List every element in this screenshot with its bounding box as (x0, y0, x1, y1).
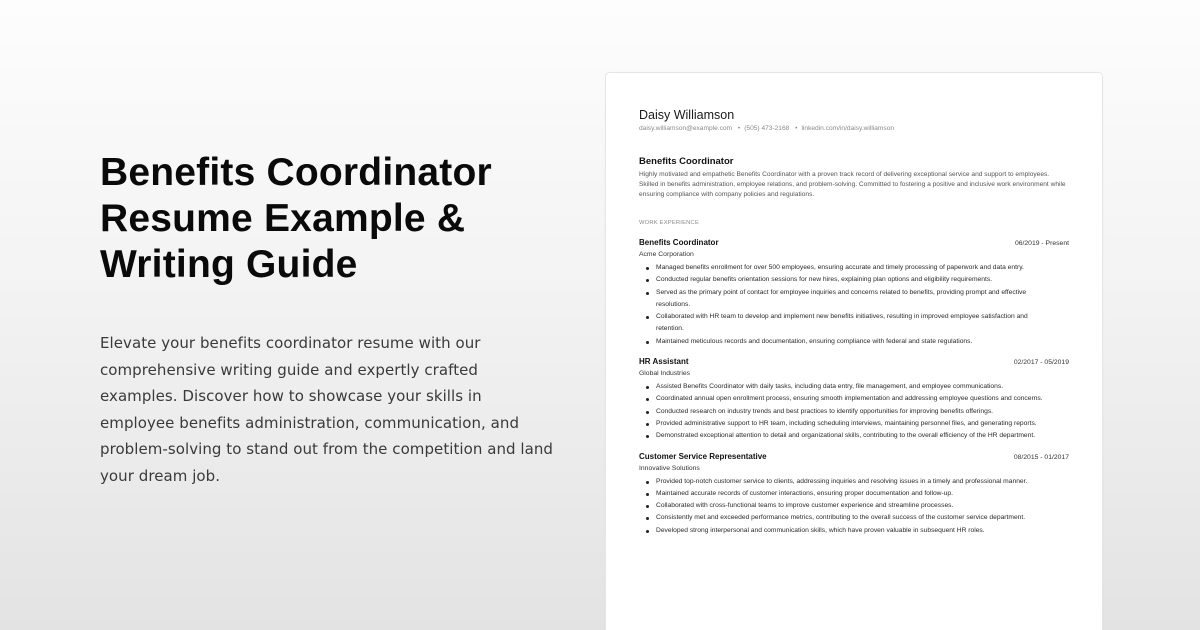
page-title-line-1: Benefits Coordinator (100, 151, 492, 194)
job-bullet: Maintained meticulous records and documentation, ensuring compliance with federal and state regulations. (645, 336, 1045, 348)
section-heading-work-experience: WORK EXPERIENCE (639, 220, 700, 226)
hero-section (100, 150, 570, 490)
page-title-line-2: Resume Example & (100, 197, 466, 240)
job-bullet: Developed strong interpersonal and communication skills, which have proven valuable in subsequent HR roles. (645, 525, 1045, 537)
job-bullet: Managed benefits enrollment for over 500 employees, ensuring accurate and timely processing of paperwork and data entry. (645, 262, 1045, 274)
job-bullet: Conducted research on industry trends and best practices to identify opportunities for improving benefits offerings. (645, 406, 1045, 418)
resume-preview-card (605, 72, 1103, 630)
resume-headline: Benefits Coordinator (639, 156, 734, 167)
job-bullet-list (639, 262, 1069, 348)
job-dates: 08/2015 - 01/2017 (1013, 453, 1069, 461)
job-entry (639, 237, 1069, 348)
resume-contact-line (639, 124, 1069, 134)
page-title-line-3: Writing Guide (100, 243, 358, 286)
job-bullet: Conducted regular benefits orientation sessions for new hires, explaining plan options and eligibility requirements. (645, 274, 1045, 286)
job-header (639, 451, 1069, 463)
contact-separator: • (795, 125, 798, 132)
job-company: Acme Corporation (639, 251, 694, 258)
job-bullet: Provided top-notch customer service to clients, addressing inquiries and resolving issues in a timely and professional manner. (645, 476, 1045, 488)
resume-summary: Highly motivated and empathetic Benefits Coordinator with a proven track record of delivering exceptional service and support to employees. Skilled in benefits administration, employee relations, and problem-solving. Committed to fostering a positive and inclusive work environment while ensuring compliance with company policies and regulations. (639, 171, 1066, 198)
job-bullet: Consistently met and exceeded performance metrics, contributing to the overall success of the customer service department. (645, 512, 1045, 524)
resume-email: daisy.williamson@example.com (639, 125, 733, 132)
job-bullet: Collaborated with cross-functional teams to improve customer experience and streamline processes. (645, 500, 1045, 512)
job-bullet: Assisted Benefits Coordinator with daily tasks, including data entry, file management, and employee communications. (645, 381, 1045, 393)
page-title (100, 150, 570, 288)
job-company: Global Industries (639, 370, 691, 378)
job-dates: 02/2017 - 05/2019 (1013, 359, 1069, 367)
job-bullet: Coordinated annual open enrollment process, ensuring smooth implementation and addressing employee questions and concerns. (645, 393, 1045, 405)
job-bullet-list (639, 381, 1069, 442)
job-bullet: Served as the primary point of contact for employee inquiries and concerns related to benefits, providing prompt and effective resolutions. (645, 287, 1045, 312)
job-bullet: Collaborated with HR team to develop and implement new benefits initiatives, resulting in improved employee satisfaction and retention. (645, 311, 1045, 336)
job-bullet: Demonstrated exceptional attention to detail and organizational skills, contributing to the overall efficiency of the HR department. (645, 430, 1045, 442)
job-header (639, 356, 1069, 368)
job-bullet: Provided administrative support to HR team, including scheduling interviews, maintaining personnel files, and generating reports. (645, 418, 1045, 430)
job-header (639, 237, 1069, 249)
job-company: Innovative Solutions (639, 464, 700, 472)
job-bullet: Maintained accurate records of customer interactions, ensuring proper documentation and follow-up. (645, 488, 1045, 500)
resume-linkedin: linkedin.com/in/daisy.williamson (801, 125, 895, 132)
job-dates: 06/2019 - Present (1014, 240, 1069, 247)
job-title: Benefits Coordinator (639, 238, 719, 247)
job-entry (639, 356, 1069, 442)
job-title: Customer Service Representative (639, 451, 767, 461)
contact-separator: • (737, 125, 741, 132)
job-title: HR Assistant (639, 357, 689, 367)
page-description: Elevate your benefits coordinator resume with our comprehensive writing guide and expertly crafted examples. Discover how to showcase your skills in employee benefits administration, communication, and problem-solving to stand out from the competition and land your dream job. (100, 334, 553, 485)
job-bullet-list (639, 476, 1069, 537)
job-entry (639, 451, 1069, 537)
resume-name: Daisy Williamson (639, 108, 735, 122)
resume-phone: (505) 473-2168 (744, 125, 790, 132)
